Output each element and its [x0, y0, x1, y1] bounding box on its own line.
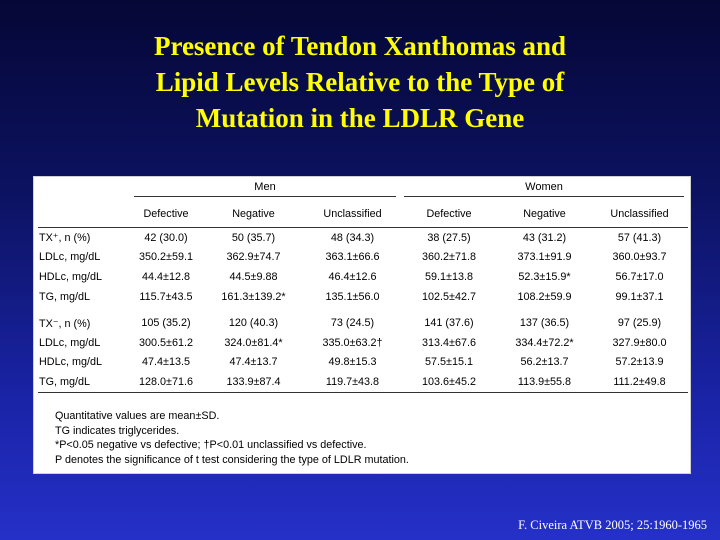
table-cell: 360.2±71.8 — [422, 251, 476, 264]
group-women: Women — [400, 177, 688, 201]
table-cell: 56.7±17.0 — [615, 270, 664, 283]
table-cell: 334.4±72.2* — [515, 336, 574, 349]
table-cell: 161.3±139.2* — [221, 290, 286, 303]
table-row — [38, 313, 688, 333]
table-row — [38, 248, 688, 268]
row-label: TG, mg/dL — [38, 372, 130, 392]
table-cell: 105 (35.2) — [141, 317, 191, 330]
table-cell: 103.6±45.2 — [400, 372, 498, 392]
row-spacer — [38, 306, 688, 313]
slide-title-line: Mutation in the LDLR Gene — [195, 103, 525, 133]
table-cell: 141 (37.6) — [424, 317, 474, 330]
row-label: HDLc, mg/dL — [39, 356, 103, 369]
table-cell: 38 (27.5) — [427, 231, 471, 244]
table-cell: 42 (30.0) — [144, 231, 188, 244]
table-cell: 120 (40.3) — [228, 317, 279, 330]
table-cell: 128.0±71.6 — [130, 372, 202, 392]
table-cell: 44.4±12.8 — [142, 270, 190, 283]
table-cell: 363.1±66.6 — [325, 251, 380, 264]
table-row — [38, 372, 688, 392]
table-cell: 44.5±9.88 — [229, 270, 278, 283]
slide-title-line: Presence of Tendon Xanthomas and — [153, 31, 567, 61]
table-cell: 119.7±43.8 — [305, 372, 400, 392]
table-cell: 373.1±91.9 — [517, 251, 572, 264]
column-header: Unclassified — [305, 201, 400, 228]
row-label: TX⁺, n (%) — [39, 232, 91, 245]
table-cell: 108.2±59.9 — [517, 290, 572, 303]
table-cell: 48 (34.3) — [330, 231, 375, 244]
column-header: Defective — [130, 201, 202, 228]
table-cell: 52.3±15.9* — [518, 270, 571, 283]
table-cell: 46.4±12.6 — [328, 270, 377, 283]
table-cell: 97 (25.9) — [617, 317, 662, 330]
group-header-row — [38, 177, 688, 201]
table-cell: 300.5±61.2 — [139, 336, 193, 349]
table-cell: 135.1±56.0 — [325, 290, 380, 303]
table-cell: 99.1±37.1 — [615, 290, 664, 303]
column-header: Negative — [498, 201, 591, 228]
data-table-panel — [33, 176, 691, 474]
table-cell: 73 (24.5) — [330, 317, 375, 330]
column-header: Negative — [202, 201, 305, 228]
footnote: *P<0.05 negative vs defective; †P<0.01 unclassified vs defective. — [55, 439, 367, 451]
column-header: Unclassified — [591, 201, 688, 228]
table-row — [38, 228, 688, 248]
table-cell: 113.9±55.8 — [498, 372, 591, 392]
row-label: LDLc, mg/dL — [39, 251, 101, 264]
table-cell: 360.0±93.7 — [612, 251, 667, 264]
group-men: Men — [130, 177, 400, 201]
table-cell: 49.8±15.3 — [328, 356, 377, 369]
table-cell: 324.0±81.4* — [224, 336, 283, 349]
row-label: LDLc, mg/dL — [39, 336, 101, 349]
table-row — [38, 333, 688, 353]
footnote: P denotes the significance of t test considering the type of LDLR mutation. — [55, 453, 409, 466]
table-cell: 50 (35.7) — [231, 231, 276, 244]
table-cell: 362.9±74.7 — [226, 251, 281, 264]
column-header: Defective — [400, 201, 498, 228]
footnote: Quantitative values are mean±SD. — [55, 410, 220, 422]
footnote: TG indicates triglycerides. — [55, 424, 180, 437]
table-cell: 57.5±15.1 — [425, 356, 473, 369]
table-row — [38, 353, 688, 373]
table-cell: 327.9±80.0 — [612, 336, 667, 349]
table-cell: 57.2±13.9 — [615, 356, 664, 369]
table-cell: 313.4±67.6 — [422, 336, 476, 349]
row-label: TX⁻, n (%) — [39, 317, 91, 330]
citation: F. Civeira ATVB 2005; 25:1960-1965 — [518, 518, 707, 532]
table-cell: 57 (41.3) — [617, 231, 662, 244]
slide-title — [60, 28, 660, 136]
table-row — [38, 287, 688, 307]
table-footnotes — [55, 409, 409, 467]
table-cell: 56.2±13.7 — [520, 356, 569, 369]
lipid-table — [38, 177, 688, 393]
slide-title-line: Lipid Levels Relative to the Type of — [155, 67, 565, 97]
table-cell: 350.2±59.1 — [139, 251, 193, 264]
table-cell: 137 (36.5) — [519, 317, 570, 330]
table-cell: 102.5±42.7 — [422, 290, 476, 303]
table-cell: 335.0±63.2† — [322, 336, 383, 349]
row-label: TG, mg/dL — [39, 290, 91, 303]
table-cell: 47.4±13.5 — [142, 356, 190, 369]
row-label: HDLc, mg/dL — [39, 270, 103, 283]
table-cell: 47.4±13.7 — [229, 356, 278, 369]
table-cell: 43 (31.2) — [522, 231, 567, 244]
table-row — [38, 267, 688, 287]
table-cell: 59.1±13.8 — [425, 270, 473, 283]
column-header-row — [38, 201, 688, 228]
table-cell: 111.2±49.8 — [591, 372, 688, 392]
table-cell: 115.7±43.5 — [139, 290, 193, 303]
table-cell: 133.9±87.4 — [202, 372, 305, 392]
